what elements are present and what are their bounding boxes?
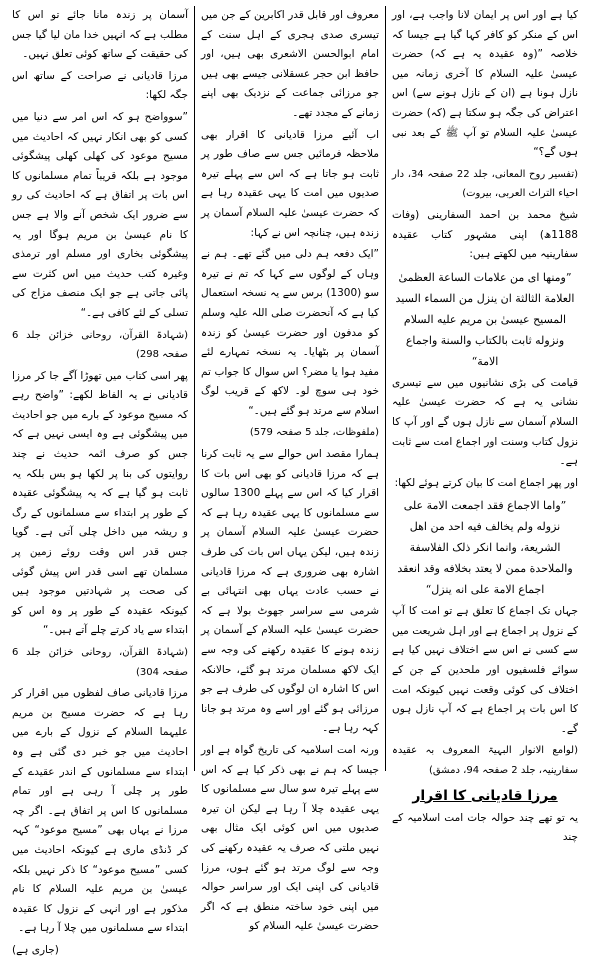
paragraph: یہ تو تھے چند حوالہ جات امت اسلامیہ کے چند: [392, 811, 578, 844]
paragraph: مرزا قادیانی نے صراحت کے ساتھ اس جگہ لکھا:: [12, 69, 188, 102]
citation: (تفسیر روح المعانی، جلد 22 صفحہ 34، دار احیاء التراث العربی، بیروت): [392, 168, 579, 200]
citation: (لوامع الانوار البہیۃ المعروف بہ عقیدہ سفارینیہ، جلد 2 صفحہ 94، دمشق): [392, 745, 578, 777]
paragraph: ورنہ امت اسلامیہ کی تاریخ گواہ ہے اور جیسا کہ ہم نے بھی ذکر کیا ہے کہ اس سے پہلے تیرہ سو سال سے مسلمانوں کا یہی عقیدہ چلا آ رہا ہے لیکن ان تیرہ صدیوں میں اس کوئی ایک مثال بھی نہیں ملتی کہ صرف یہ عقیدہ رکھنے کی وجہ سے لوگ مرتد ہو گئے ہوں، مرزا قادیانی کی اپنی ایک اور سراسر حوالہ میں اپنی خود ساختہ منطق ہے کہ اگر حضرت عیسیٰ علیہ السلام کو: [201, 743, 379, 933]
newspaper-page: [6, 6, 584, 956]
middle-column: [194, 6, 386, 933]
paragraph: شیخ محمد بن احمد السفارینی (وفات 1188ھ) اپنی مشہور کتاب عقیدہ سفارینیہ میں لکھتے ہیں:: [392, 208, 578, 261]
paragraph: ہمارا مقصد اس حوالے سے یہ ثابت کرنا ہے کہ مرزا قادیانی کو بھی اس بات کا اقرار کیا کہ اس سے پہلے 1300 سالوں سے مسلمانوں کا یہی عقیدہ رہا ہے کہ حضرت عیسیٰ علیہ السلام آسمان پر زندہ ہیں، لیکن یہاں اس بات کی طرف اشارہ بھی ضروری ہے کہ مرزا قادیانی نے حسب عادت یہاں بھی انتہائی بے شرمی سے سراسر جھوٹ بولا ہے کہ حضرت عیسیٰ علیہ السلام کے آسمان پر زندہ ہونے کا عقیدہ رکھنے کی وجہ سے ایک لاکھ مسلمان مرتد ہو گئے، حالانکہ اس کا اشارہ ان لوگوں کی طرف ہے جو مرزائی ہو گئے اور اسے وہ مرتد ہو جانا کہہ رہا ہے۔: [201, 448, 380, 735]
paragraph: اور پھر اجماع امت کا بیان کرتے ہوئے لکھا:: [394, 476, 578, 489]
paragraph: کیا ہے اور اس پر ایمان لانا واجب ہے، اور اس کے منکر کو کافر کہا گیا ہے جیسا کہ خلاصہ ”(وہ عقیدہ یہ ہے کہ) حضرت عیسیٰ علیہ السلام کا آخری زمانہ میں نازل ہونا ہے (ان کے نازل ہونے سے) اس اعتراض کی جگہ ہو سکتا ہے (کہ) حضرت عیسیٰ علیہ السلام تو آپ ﷺ کے بعد نبی ہوں گے؟“: [392, 9, 578, 159]
paragraph: جہاں تک اجماع کا تعلق ہے تو امت کا آپ کے نزول پر اجماع ہے اور اہل شریعت میں سے کسی نے اس سے اختلاف نہیں کیا ہے سوائے فلسفیوں اور ملحدین کے جن کے اختلاف کی کوئی وقعت نہیں کیونکہ امت کا اس بات پر اجماع ہے کہ آپ نازل ہوں گے۔: [392, 605, 578, 735]
quote: ”سوواضح ہو کہ اس امر سے دنیا میں کسی کو بھی انکار نہیں کہ احادیث میں مسیح موعود کی کھلی کھلی پیشگوئی موجود ہے بلکہ قریباً تمام مسلمانوں کا اس بات پر اتفاق ہے کہ احادیث کی رو سے ضرور ایک شخص آنے والا ہے جس کا نام عیسیٰ بن مریم ہوگا اور یہ پیشگوئی بخاری اور مسلم اور ترمذی وغیرہ کتب حدیث میں اس کثرت سے پائی جاتی ہے جو ایک منصف مزاج کی تسلی کے لئے کافی ہے۔“: [12, 110, 188, 319]
citation: (ملفوظات، جلد 5 صفحہ 579): [249, 427, 379, 439]
paragraph: معروف اور قابل قدر اکابرین کے جن میں تیسری صدی ہجری کے اہل سنت کے امام ابوالحسن الاشعری بھی ہیں، اور حافظ ابن حجر عسقلانی جیسے بھی ہیں جو مرزائی جماعت کے نزدیک بھی اپنے زمانے کے مجدد تھے۔: [201, 9, 379, 119]
quote: پھر اسی کتاب میں تھوڑا آگے جا کر مرزا قادیانی نے یہ الفاظ لکھے: ”واضح رہے کہ مسیح موعود کے بارے میں جو احادیث میں پیشگوئی ہے وہ ایسی نہیں ہے کہ جس کو صرف ائمہ حدیث نے چند روایتوں کی بنا پر لکھا ہو بس بلکہ یہ ثابت ہو گیا ہے کہ یہ پیشگوئی عقیدہ کے طور پر ابتداء سے مسلمانوں کے رگ و ریشہ میں داخل چلی آتی ہے۔ گویا جس قدر اس وقت روئے زمین پر مسلمان تھے اسی قدر اس پیش گوئی کی صحت پر شہادتیں موجود ہیں کیونکہ عقیدہ کے طور پر وہ اس کو ابتداء سے یاد کرتے چلے آتے ہیں۔“: [12, 369, 188, 637]
arabic-quote: ”ومنها ای من علامات الساعة العظمیٰ العلامة الثالثة ان ینزل من السماء السید المسیح عیسیٰ بن مریم علیه السلام ونزوله ثابت بالکتاب والسنة واجماع الامة“: [395, 270, 575, 368]
paragraph: مرزا قادیانی صاف لفظوں میں اقرار کر رہا ہے کہ حضرت مسیح بن مریم علیہما السلام کے نزول کے بارے میں احادیث میں جو خبر دی گئی ہے وہ ابتداء سے مسلمانوں کے اندر عقیدے کے طور پر چلی آ رہی ہے اور تمام مسلمانوں کا اس پر اتفاق ہے۔ اگر چہ مرزا نے یہاں بھی ”مسیح موعود“ کہہ کر ڈنڈی ماری ہے کیونکہ احادیث میں کسی ”مسیح موعود“ کا ذکر نہیں بلکہ عیسیٰ بن مریم علیہ السلام کا نام مذکور ہے اور انہی کے نزول کا عقیدہ ابتداء سے مسلمانوں میں چلا آ رہا ہے۔: [12, 687, 188, 935]
section-heading: مرزا قادیانی کا اقرار: [412, 787, 558, 804]
quote: ”ایک دفعہ ہم دلی میں گئے تھے۔ ہم نے وہاں کے لوگوں سے کہا کہ تم نے تیرہ سو (1300) برس سے یہ نسخہ استعمال کیا ہے کہ آنحضرت صلی اللہ علیہ وسلم کو مدفون اور حضرت عیسیٰ کو زندہ آسمان پر بٹھایا۔ یہ نسخہ تمہارے لئے مفید ہوا یا مضر؟ اس سوال کا جواب تم خود ہی سوچ لو۔ لاکھ کے قریب لوگ اسلام سے مرتد ہو گئے ہیں۔“: [201, 248, 379, 417]
citation: (شہادۃ القرآن، روحانی خزائن جلد 6 صفحہ 298): [12, 329, 188, 361]
arabic-quote: ”واما الاجماع فقد اجمعت الامة علی نزوله ولم یخالف فیه احد من اهل الشریعة، وانما انکر ذلک الفلاسفة والملاحدة ممن لا یعتد بخلافه وقد انعقد اجماع الامة علی انه ینزل“: [397, 499, 573, 597]
paragraph: آسمان پر زندہ مانا جائے تو اس کا مطلب ہے کہ انہیں خدا مان لیا گیا جس کی حقیقت کے ساتھ کوئی تعلق نہیں۔: [12, 9, 188, 61]
citation: (شہادۃ القرآن، روحانی خزائن جلد 6 صفحہ 304): [12, 647, 188, 678]
left-column: [6, 6, 194, 956]
continued-note: (جاری ہے): [12, 943, 59, 956]
paragraph: قیامت کی بڑی نشانیوں میں سے تیسری نشانی یہ ہے کہ حضرت عیسیٰ علیہ السلام آسمان سے نازل ہوں گے اور آپ کا نزول کتاب وسنت اور اجماع امت سے ثابت ہے۔: [392, 376, 578, 468]
paragraph: اب آئیے مرزا قادیانی کا اقرار بھی ملاحظہ فرمائیں جس سے صاف طور پر ثابت ہو جاتا ہے کہ اس سے پہلے تیرہ صدیوں میں امت کا یہی عقیدہ رہا ہے کہ حضرت عیسیٰ علیہ السلام آسمان پر زندہ ہیں، چنانچہ اس نے کہا:: [201, 128, 379, 239]
right-column: [386, 6, 584, 844]
